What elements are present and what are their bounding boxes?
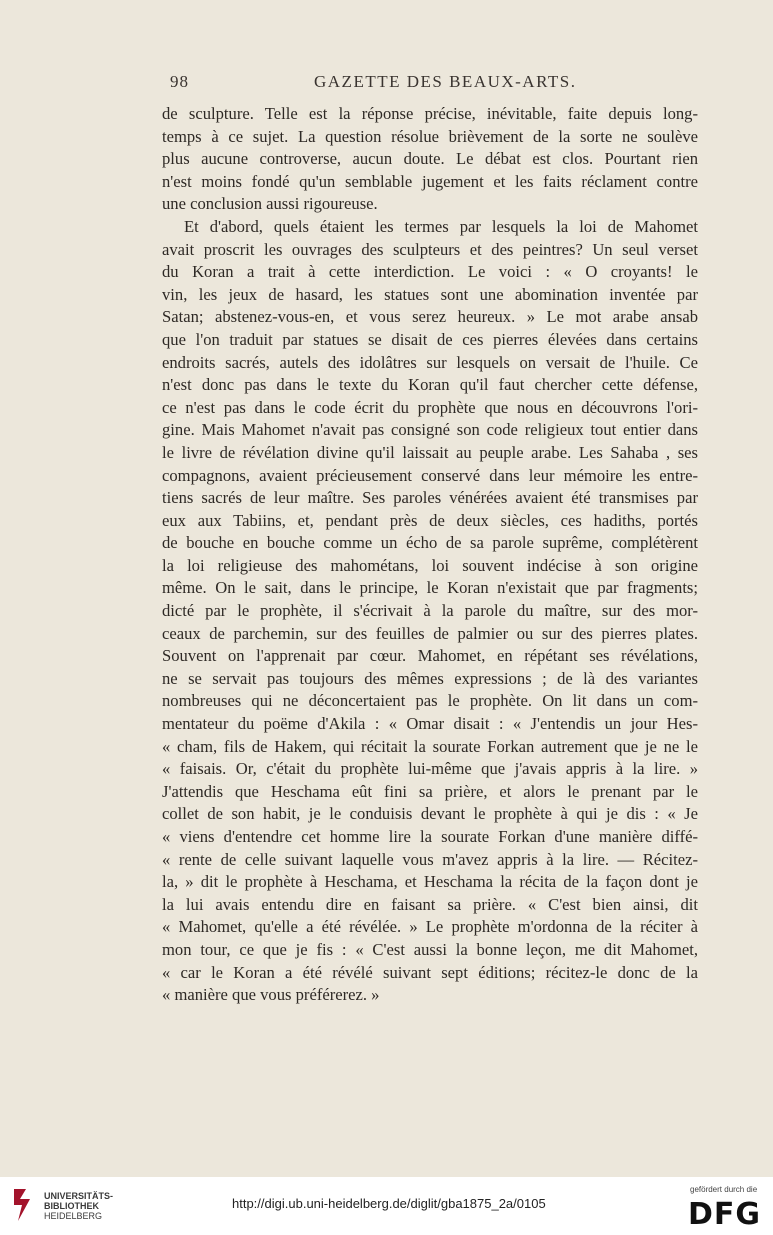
text-line: tiens sacrés de leur maître. Ses paroles vénérées avaient été transmises par	[162, 488, 698, 508]
body-text	[162, 103, 698, 1007]
text-line: « Mahomet, qu'elle a été révélée. » Le prophète m'ordonna de la réciter à	[162, 917, 698, 937]
journal-title: GAZETTE DES BEAUX-ARTS.	[314, 72, 577, 91]
text-line: Satan; abstenez-vous-en, et vous serez heureux. » Le mot arabe ansab	[162, 307, 698, 327]
text-line: « manière que vous préférerez. »	[162, 985, 380, 1005]
text-line: même. On le sait, dans le principe, le Koran n'existait que par fragments;	[162, 578, 698, 598]
text-line: de bouche en bouche comme un écho de sa parole suprême, complétèrent	[162, 533, 698, 553]
text-line: « viens d'entendre cet homme lire la sourate Forkan d'une manière diffé-	[162, 827, 698, 846]
text-line: collet de son habit, je le conduisis devant le prophète à qui je dis : « Je	[162, 804, 698, 824]
text-line: que l'on traduit par statues se disait de ces pierres élevées dans certains	[162, 329, 698, 349]
running-head	[162, 72, 713, 94]
text-line: nombreuses qui ne déconcertaient pas le prophète. On lit dans un com-	[162, 691, 698, 711]
text-line: Et d'abord, quels étaient les termes par lesquels la loi de Mahomet	[184, 216, 698, 236]
text-line: n'est moins fondé qu'un semblable jugement et les faits réclament contre	[162, 171, 698, 191]
text-line: « cham, fils de Hakem, qui récitait la sourate Forkan autrement que je ne le	[162, 736, 698, 756]
text-line: le livre de révélation divine qu'il laissait au peuple arabe. Les Sahaba , ses	[162, 442, 698, 462]
library-name: UNIVERSITÄTS- BIBLIOTHEK HEIDELBERG	[44, 1191, 114, 1221]
text-line: endroits sacrés, autels des idolâtres sur lesquels on versait de l'huile. Ce	[162, 352, 698, 372]
text-line: ne se servait pas toujours des mêmes expressions ; de là des variantes	[162, 668, 698, 688]
text-line: la loi religieuse des mahométans, loi souvent indécise à son origine	[162, 555, 698, 575]
university-library-logo-icon	[8, 1185, 38, 1225]
page-number: 98	[170, 72, 189, 91]
text-line: de sculpture. Telle est la réponse précise, inévitable, faite depuis long-	[162, 104, 698, 123]
dfg-logo: DFG	[688, 1197, 762, 1232]
source-url-link[interactable]: http://digi.ub.uni-heidelberg.de/diglit/gba1875_2a/0105	[232, 1196, 546, 1211]
text-line: gine. Mais Mahomet n'avait pas consigné son code religieux tout entier dans	[162, 420, 698, 440]
text-line: « rente de celle suivant laquelle vous m'avez appris à la lire. — Récitez-	[162, 849, 698, 869]
text-line: la lui avais entendu dire en faisant sa prière. « C'est bien ainsi, dit	[162, 894, 698, 914]
footer-bar	[0, 1177, 773, 1235]
text-line: « faisais. Or, c'était du prophète lui-même que j'avais appris à la lire. »	[162, 759, 698, 779]
text-line: du Koran a trait à cette interdiction. Le voici : « O croyants! le	[162, 262, 698, 282]
text-line: mon tour, ce que je fis : « C'est aussi la bonne leçon, me dit Mahomet,	[162, 939, 698, 959]
text-line: « car le Koran a été révélé suivant sept éditions; récitez-le donc de la	[162, 962, 698, 982]
text-line: eux aux Tabiins, et, pendant près de deux siècles, ces hadiths, portés	[162, 510, 698, 530]
text-line: compagnons, avaient précieusement conservé dans leur mémoire les entre-	[162, 465, 698, 485]
text-line: une conclusion aussi rigoureuse.	[162, 194, 378, 214]
text-line: mentateur du poëme d'Akila : « Omar disait : « J'entendis un jour Hes-	[162, 714, 698, 734]
text-line: avait proscrit les ouvrages des sculpteurs et des peintres? Un seul verset	[162, 239, 698, 259]
text-line: dicté par le prophète, il s'écrivait à la parole du maître, sur des mor-	[162, 601, 698, 621]
text-line: ceaux de parchemin, sur des feuilles de palmier ou sur des pierres plates.	[162, 623, 698, 643]
text-line: vin, les jeux de hasard, les statues sont une abomination inventée par	[162, 284, 698, 304]
sponsor-note: gefördert durch die	[690, 1185, 758, 1194]
text-line: J'attendis que Heschama eût fini sa prière, et alors le prenant par le	[162, 781, 698, 801]
text-line: temps à ce sujet. La question résolue brièvement de la sorte ne soulève	[162, 126, 698, 146]
text-line: n'est donc pas dans le texte du Koran qu'il faut chercher cette défense,	[162, 375, 698, 395]
text-line: la, » dit le prophète à Heschama, et Heschama la récita de la façon dont je	[162, 872, 698, 892]
text-line: Souvent on l'apprenait par cœur. Mahomet, en répétant ses révélations,	[162, 646, 698, 666]
text-line: ce n'est pas dans le code écrit du prophète que nous en découvrons l'ori-	[162, 397, 698, 417]
text-line: plus aucune controverse, aucun doute. Le débat est clos. Pourtant rien	[162, 149, 698, 169]
